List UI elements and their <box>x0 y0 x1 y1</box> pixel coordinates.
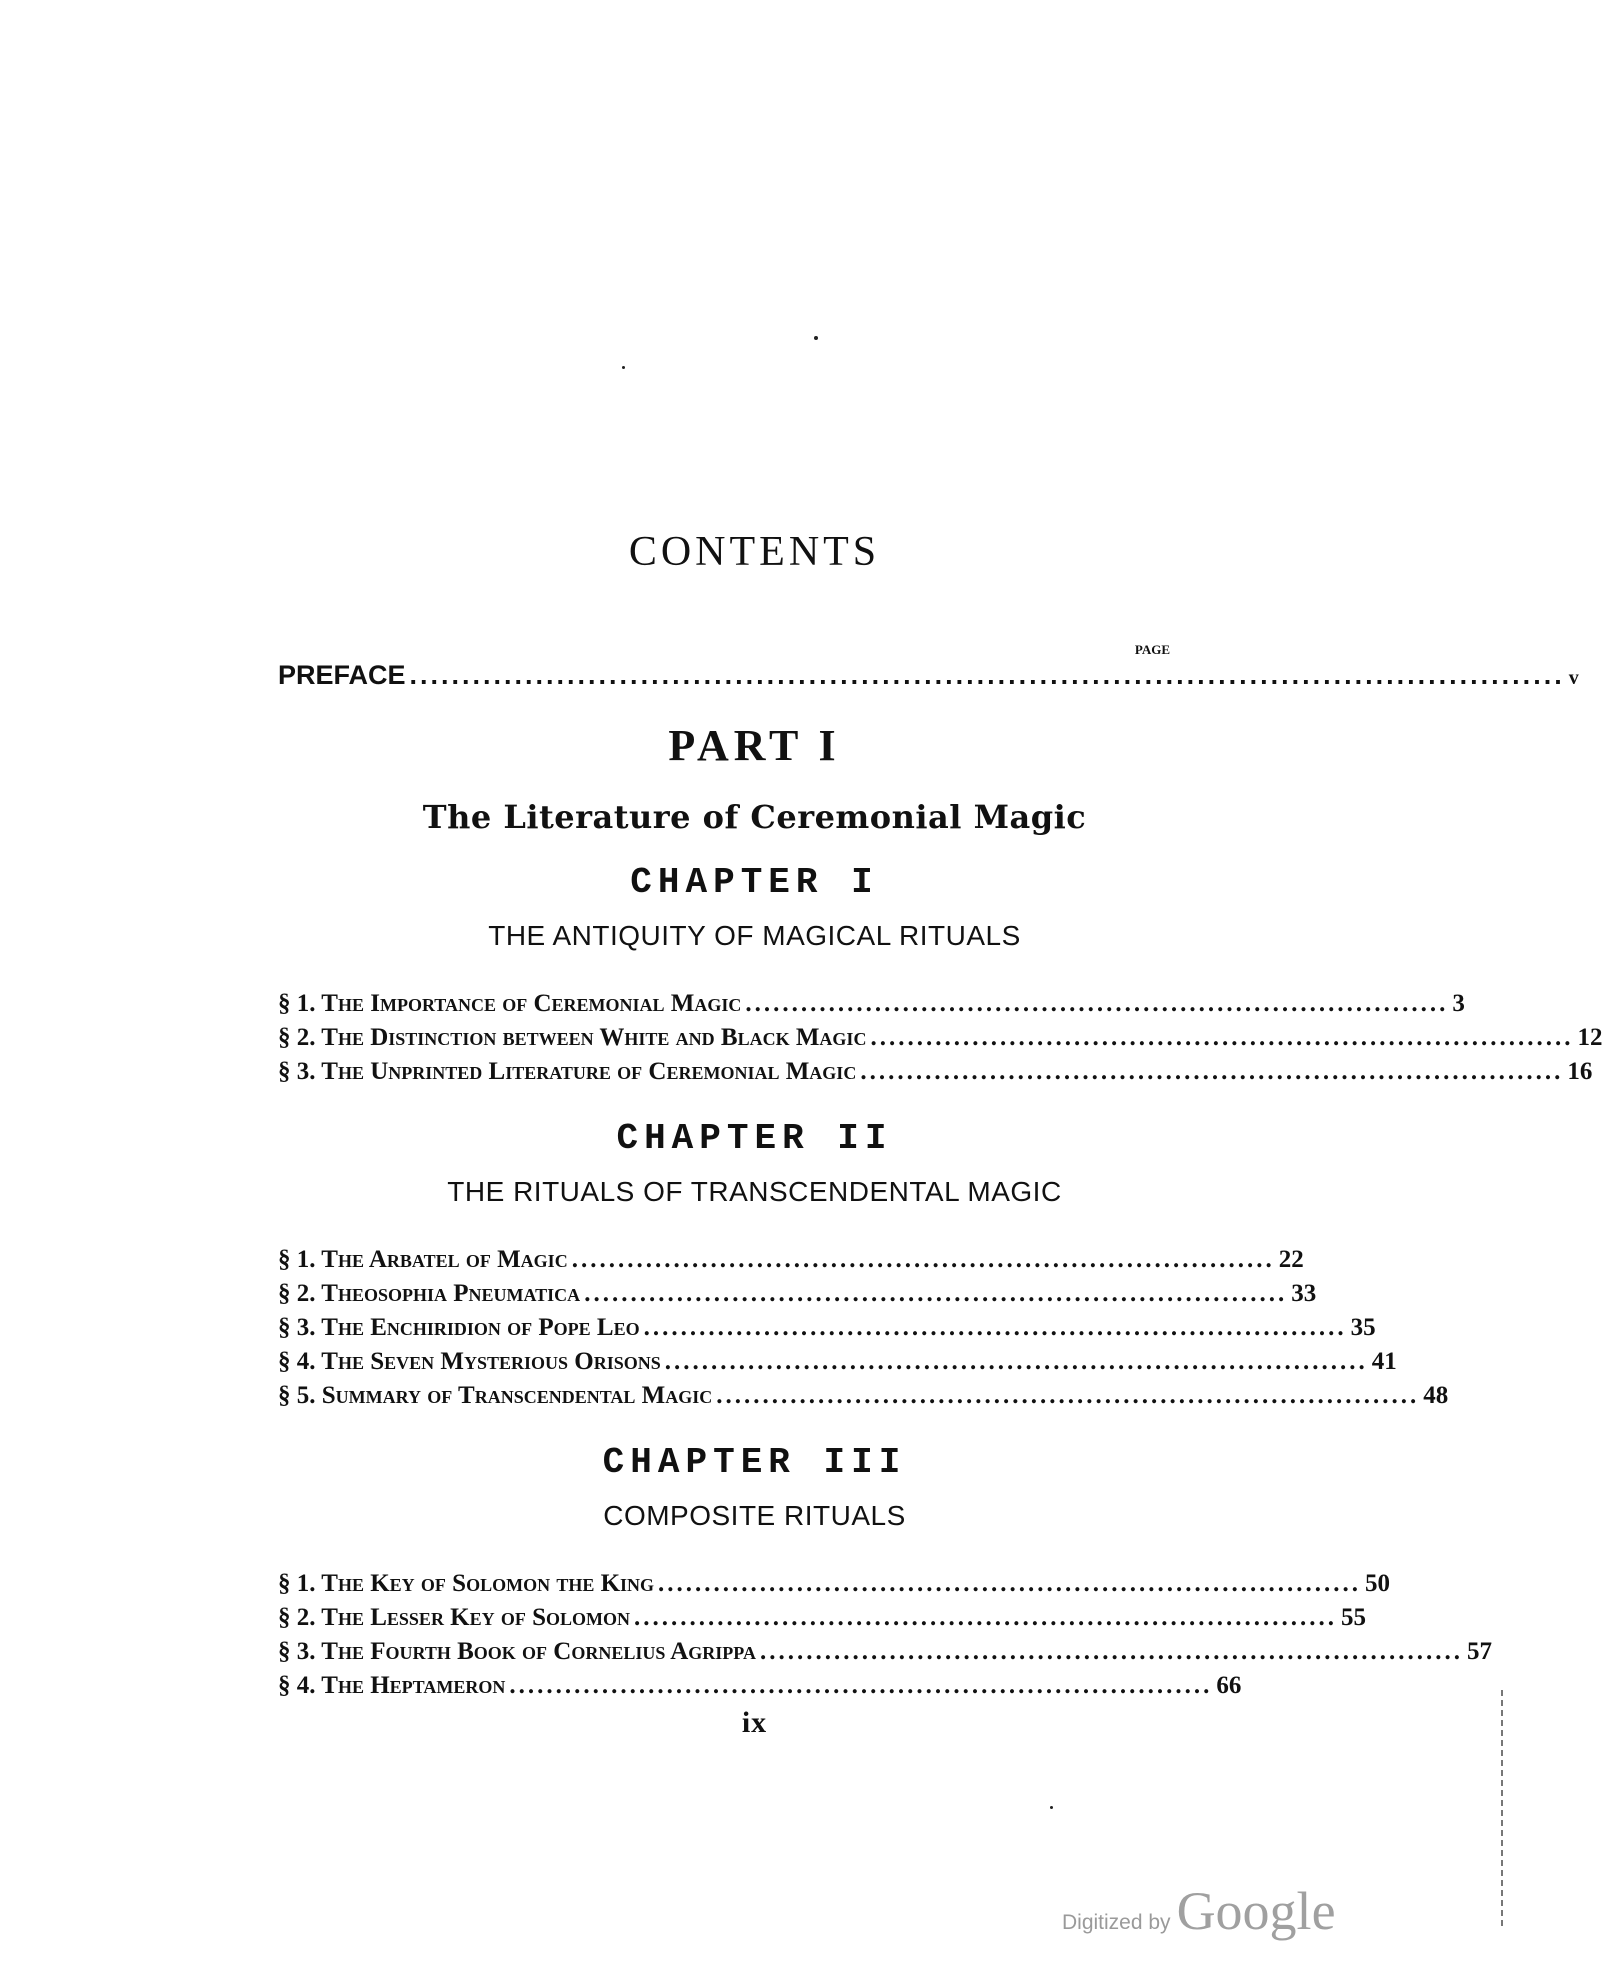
leader-dots: ............................................................................ <box>584 1280 1288 1307</box>
toc-entry-page: 50 <box>1365 1570 1391 1597</box>
toc-entry-label: § 3. The Enchiridion of Pope Leo <box>278 1314 640 1341</box>
toc-entry[interactable] <box>278 1024 1602 1056</box>
page-title: CONTENTS <box>628 529 881 575</box>
toc-entry[interactable] <box>278 1638 1492 1670</box>
toc-entry-label: § 2. Theosophia Pneumatica <box>278 1280 581 1307</box>
chapter-title: THE RITUALS OF TRANSCENDENTAL MAGIC <box>447 1176 1062 1207</box>
toc-entry-label: § 5. Summary of Transcendental Magic <box>278 1382 713 1409</box>
chapter-title: COMPOSITE RITUALS <box>603 1500 906 1531</box>
leader-dots: ............................................................................ <box>860 1058 1564 1085</box>
toc-entry-label: § 3. The Fourth Book of Cornelius Agrippa <box>278 1638 756 1665</box>
leader-dots: ............................................................................ <box>509 1672 1213 1699</box>
toc-entry-label: PREFACE <box>278 660 406 690</box>
toc-entry[interactable] <box>278 1672 1242 1704</box>
page-column-label: PAGE <box>1134 642 1170 657</box>
google-logo: Google <box>1176 1881 1336 1941</box>
toc-entry-label: § 2. The Lesser Key of Solomon <box>278 1604 631 1631</box>
leader-dots: ............................................................................ <box>870 1024 1574 1051</box>
part-subtitle: The Literature of Ceremonial Magic <box>422 798 1087 836</box>
toc-entry-label: § 3. The Unprinted Literature of Ceremonial Magic <box>278 1058 857 1085</box>
toc-entry-page: v <box>1568 667 1579 689</box>
toc-entry[interactable] <box>278 1314 1376 1346</box>
toc-entry-label: § 1. The Arbatel of Magic <box>278 1246 568 1273</box>
chapter-heading: CHAPTER III <box>602 1442 907 1483</box>
toc-entry-label: § 2. The Distinction between White and Black Magic <box>278 1024 867 1051</box>
page-number: ix <box>741 1706 768 1739</box>
toc-entry[interactable] <box>278 1382 1449 1414</box>
leader-dots: ............................................................................ <box>658 1570 1362 1597</box>
toc-entry[interactable] <box>278 1280 1317 1312</box>
leader-dots: ............................................................................ <box>634 1604 1338 1631</box>
toc-entry[interactable] <box>278 990 1465 1022</box>
chapter-heading: CHAPTER II <box>616 1118 893 1159</box>
toc-entry-page: 35 <box>1350 1314 1376 1341</box>
chapter-title: THE ANTIQUITY OF MAGICAL RITUALS <box>488 920 1021 951</box>
leader-dots: ............................................................................ <box>716 1382 1420 1409</box>
leader-dots: .............................................................................................................. <box>409 660 1565 690</box>
toc-entry[interactable] <box>278 1348 1397 1380</box>
toc-entry[interactable] <box>278 1604 1367 1636</box>
leader-dots: ............................................................................ <box>745 990 1449 1017</box>
toc-entry-page: 57 <box>1466 1638 1492 1665</box>
toc-entry-preface[interactable] <box>278 660 1579 692</box>
toc-entry-page: 55 <box>1341 1604 1367 1631</box>
toc-entry[interactable] <box>278 1570 1391 1602</box>
leader-dots: ............................................................................ <box>759 1638 1463 1665</box>
part-heading: PART I <box>668 721 841 770</box>
toc-entry-label: § 1. The Key of Solomon the King <box>278 1570 655 1597</box>
toc-entry[interactable] <box>278 1246 1304 1278</box>
toc-entry-page: 66 <box>1216 1672 1242 1699</box>
leader-dots: ............................................................................ <box>643 1314 1347 1341</box>
toc-entry-page: 3 <box>1452 990 1465 1017</box>
leader-dots: ............................................................................ <box>571 1246 1275 1273</box>
toc-entry-page: 22 <box>1278 1246 1304 1273</box>
toc-entry-page: 48 <box>1423 1382 1449 1409</box>
leader-dots: ............................................................................ <box>664 1348 1368 1375</box>
chapter-heading: CHAPTER I <box>630 862 879 903</box>
toc-entry-label: § 1. The Importance of Ceremonial Magic <box>278 990 742 1017</box>
toc-entry-label: § 4. The Heptameron <box>278 1672 506 1699</box>
toc-entry-page: 16 <box>1567 1058 1593 1085</box>
toc-entry-page: 41 <box>1371 1348 1397 1375</box>
watermark-prefix: Digitized by <box>1062 1911 1171 1934</box>
google-watermark <box>1062 1880 1382 1942</box>
toc-entry[interactable] <box>278 1058 1593 1090</box>
toc-entry-page: 12 <box>1577 1024 1602 1051</box>
toc-entry-page: 33 <box>1291 1280 1317 1307</box>
toc-entry-label: § 4. The Seven Mysterious Orisons <box>278 1348 661 1375</box>
